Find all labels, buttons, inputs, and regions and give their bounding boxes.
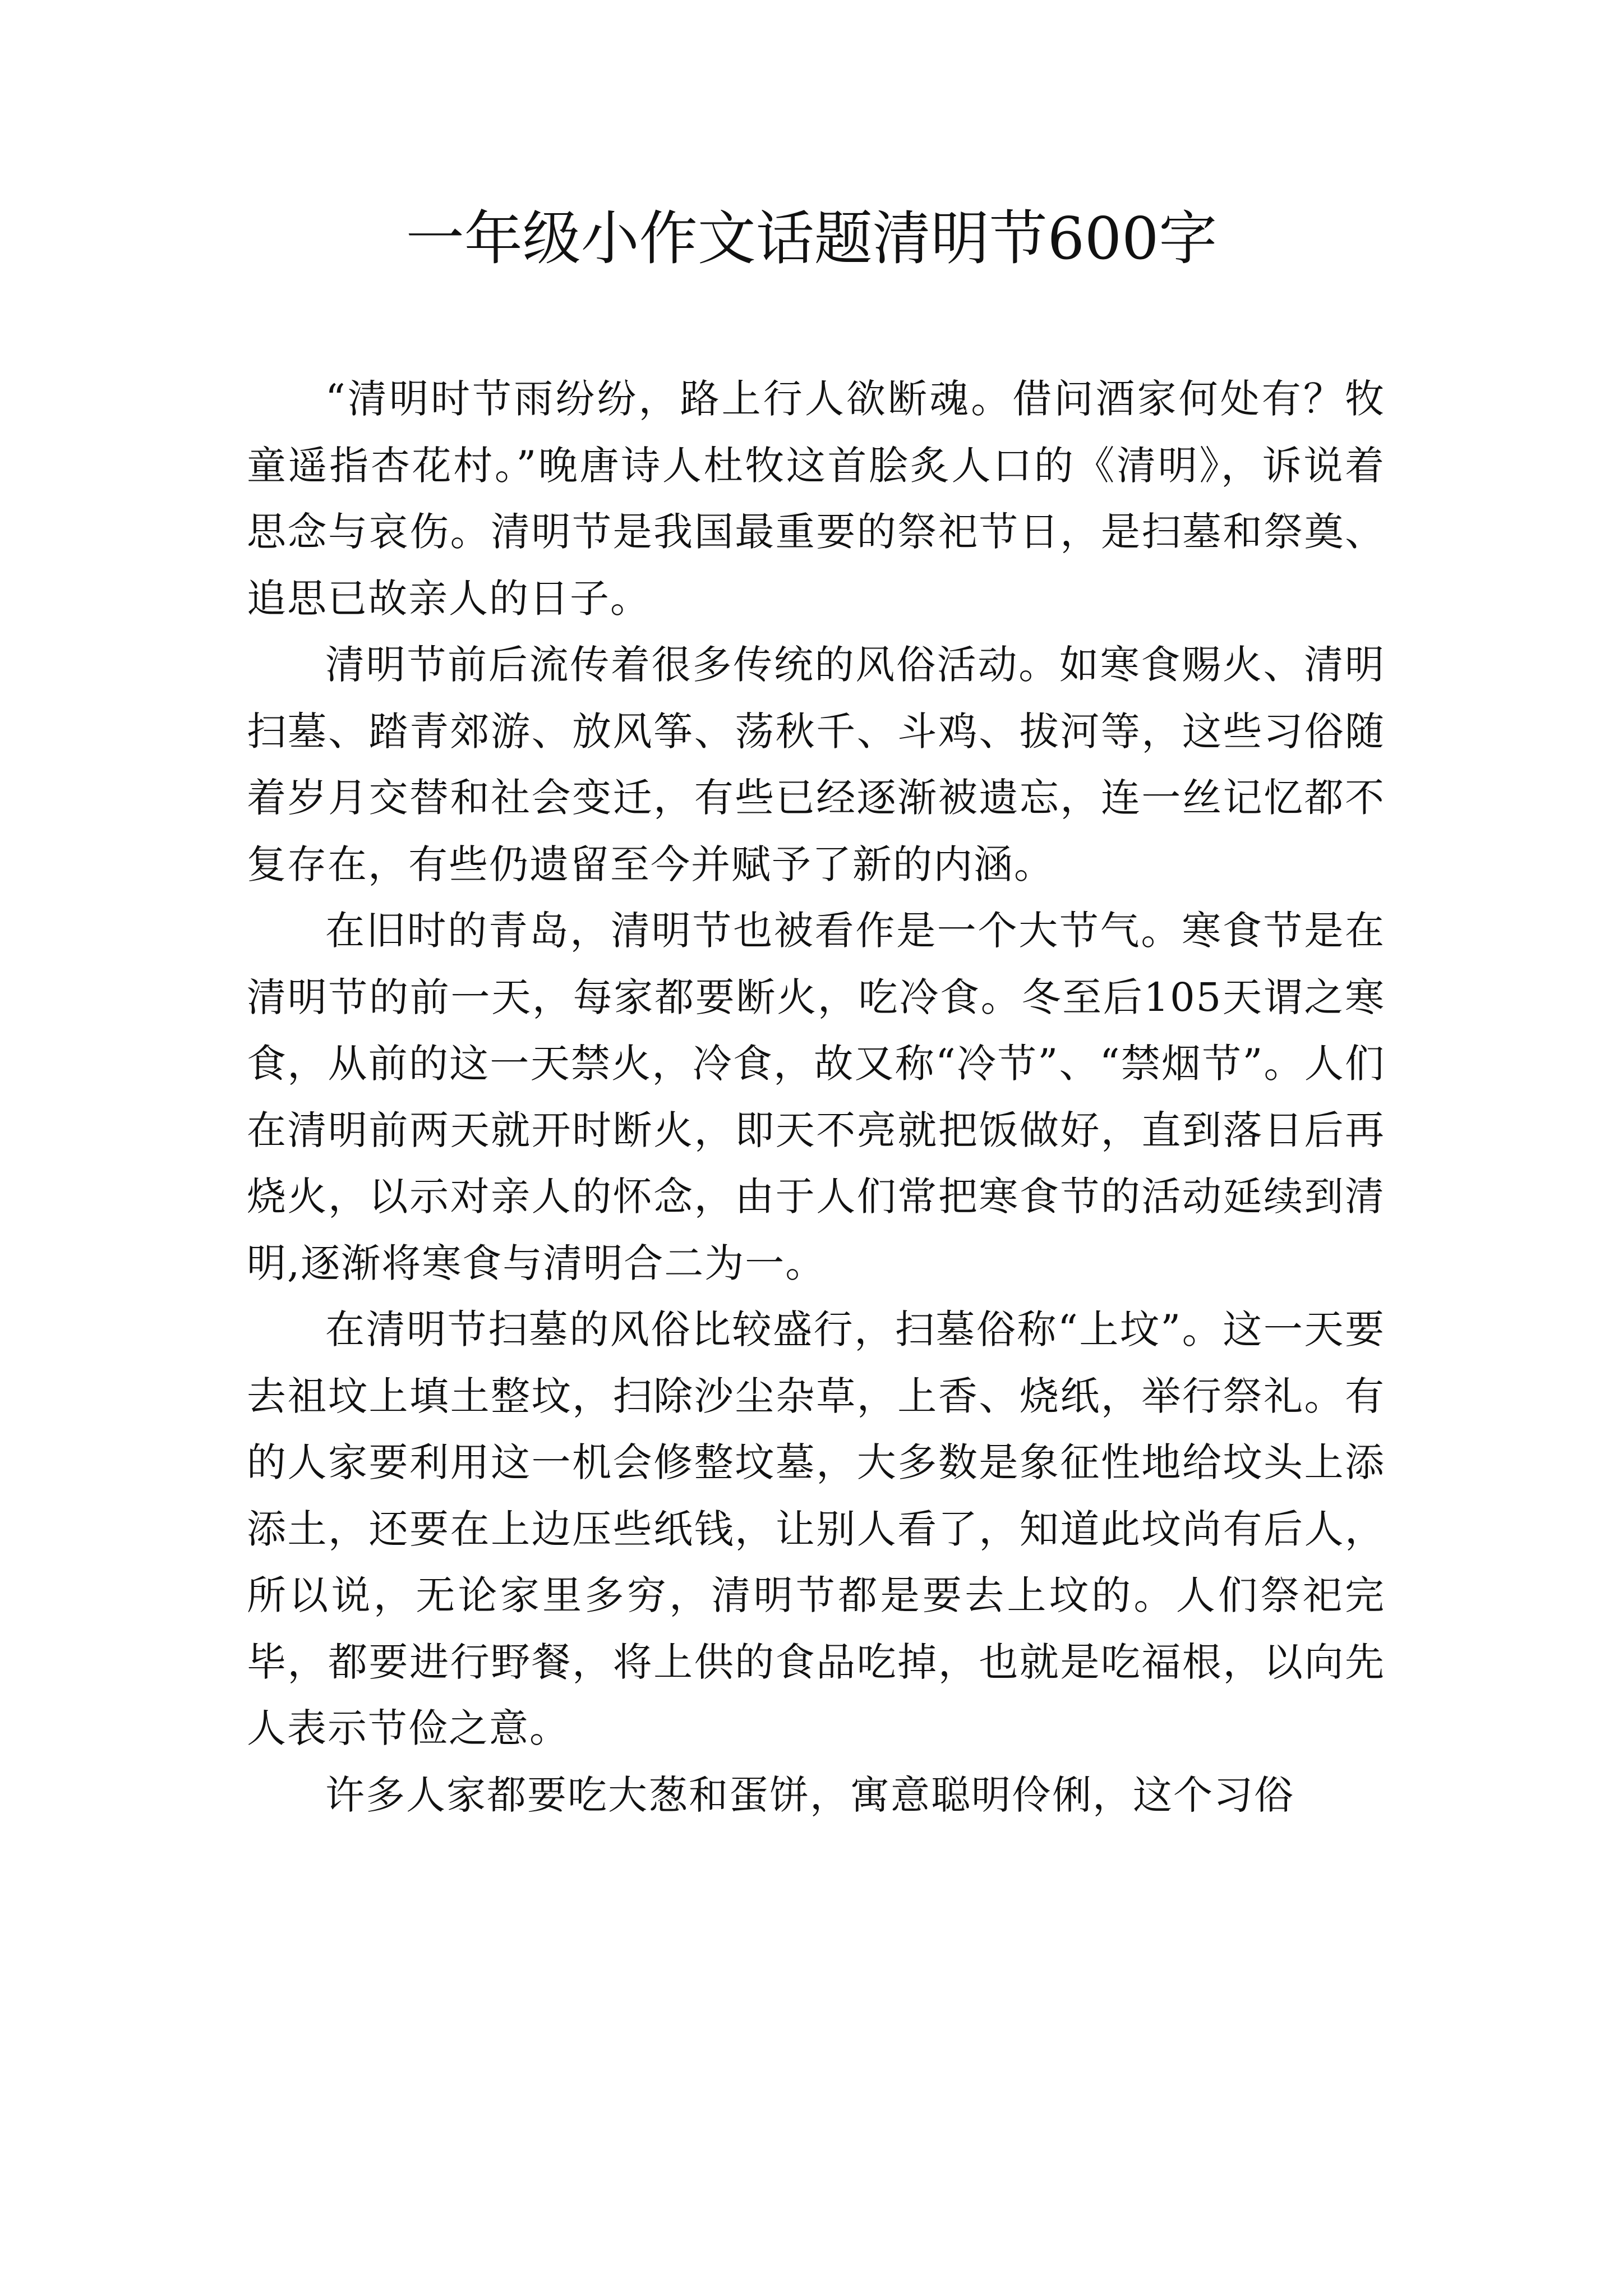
paragraph-1: “清明时节雨纷纷，路上行人欲断魂。借问酒家何处有？牧童遥指杏花村。”晚唐诗人杜牧这首脍炙人口的《清明》，诉说着思念与哀伤。清明节是我国最重要的祭祀节日，是扫墓和祭奠、追思已故亲人的日子。 <box>247 376 1385 622</box>
paragraph-2: 清明节前后流传着很多传统的风俗活动。如寒食赐火、清明扫墓、踏青郊游、放风筝、荡秋千、斗鸡、拔河等，这些习俗随着岁月交替和社会变迁，有些已经逐渐被遗忘，连一丝记忆都不复存在，有些仍遗留至今并赋予了新的内涵。 <box>247 642 1385 887</box>
document-title: 一年级小作文话题清明节600字 <box>405 204 1218 273</box>
document-body <box>247 366 1385 1828</box>
paragraph-4: 在清明节扫墓的风俗比较盛行，扫墓俗称“上坟”。这一天要去祖坟上填土整坟，扫除沙尘杂草，上香、烧纸，举行祭礼。有的人家要利用这一机会修整坟墓，大多数是象征性地给坟头上添添土，还要在上边压些纸钱，让别人看了，知道此坟尚有后人，所以说，无论家里多穷，清明节都是要去上坟的。人们祭祀完毕，都要进行野餐，将上供的食品吃掉，也就是吃福根，以向先人表示节俭之意。 <box>247 1306 1385 1751</box>
paragraph-3: 在旧时的青岛，清明节也被看作是一个大节气。寒食节是在清明节的前一天，每家都要断火，吃冷食。冬至后105天谓之寒食，从前的这一天禁火，冷食，故又称“冷节”、“禁烟节”。人们在清明前两天就开时断火，即天不亮就把饭做好，直到落日后再烧火，以示对亲人的怀念，由于人们常把寒食节的活动延续到清明,逐渐将寒食与清明合二为一。 <box>247 908 1385 1286</box>
paragraph-5: 许多人家都要吃大葱和蛋饼，寓意聪明伶俐，这个习俗 <box>325 1772 1294 1818</box>
